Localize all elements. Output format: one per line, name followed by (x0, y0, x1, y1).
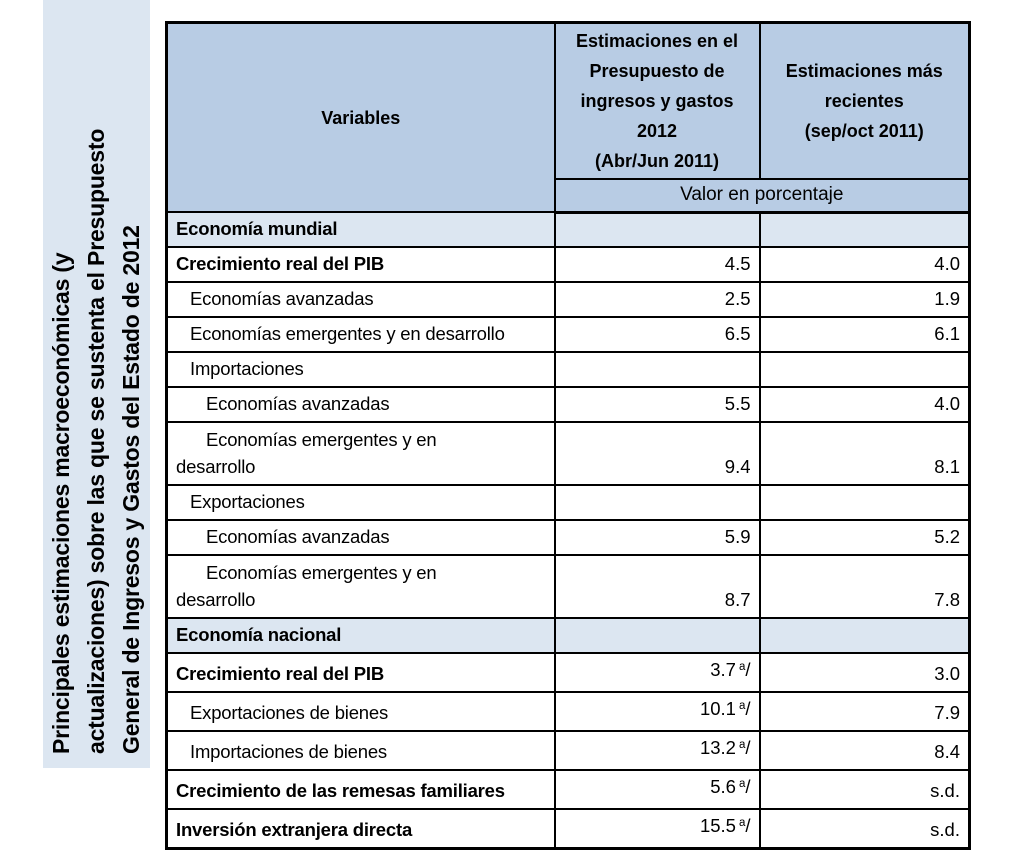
table-row (167, 618, 970, 653)
table-row (167, 770, 970, 809)
table-row (167, 317, 970, 352)
variable-cell (167, 618, 555, 653)
variable-cell (167, 731, 555, 770)
table-row (167, 352, 970, 387)
row-label: Crecimiento real del PIB (176, 253, 385, 274)
budget-value-cell (555, 387, 760, 422)
row-label: Economías avanzadas (206, 393, 390, 414)
budget-value: 5.6 (710, 776, 736, 797)
recent-value: 6.1 (934, 323, 960, 344)
budget-value: 3.7 (710, 659, 736, 680)
row-label: Economías emergentes y en (206, 429, 437, 450)
budget-value-cell (555, 212, 760, 247)
slide-title (43, 0, 150, 768)
budget-value-cell (555, 692, 760, 731)
variable-cell (167, 809, 555, 849)
row-label: Importaciones de bienes (190, 741, 387, 762)
variable-cell (167, 317, 555, 352)
recent-value: 5.2 (934, 526, 960, 547)
table-row (167, 422, 970, 485)
budget-value-cell (555, 352, 760, 387)
table-body (167, 212, 970, 849)
recent-value: s.d. (930, 819, 960, 840)
footnote-slash: / (745, 698, 751, 719)
recent-estimates-header (760, 23, 970, 180)
footnote-slash: / (745, 659, 751, 680)
header-row (167, 23, 970, 180)
budget-value-cell (555, 485, 760, 520)
footnote-slash: / (745, 737, 751, 758)
variable-cell (167, 282, 555, 317)
footnote-slash: / (745, 776, 751, 797)
table-row (167, 692, 970, 731)
table-row (167, 555, 970, 618)
budget-value: 10.1 (699, 698, 736, 719)
row-label: Inversión extranjera directa (176, 819, 413, 840)
table-row (167, 809, 970, 849)
recent-value-cell (760, 520, 970, 555)
recent-value-cell (760, 247, 970, 282)
recent-value-cell (760, 653, 970, 692)
footnote-marker: a (738, 817, 746, 829)
recent-estimates-title: Estimaciones más recientes (785, 61, 943, 111)
budget-value: 9.4 (724, 456, 751, 477)
budget-value-cell (555, 555, 760, 618)
footnote-marker: a (738, 661, 746, 673)
row-label-continued: desarrollo (176, 456, 256, 477)
budget-value: 6.5 (724, 323, 751, 344)
budget-value-cell (555, 809, 760, 849)
budget-estimates-subtitle: (Abr/Jun 2011) (594, 151, 720, 171)
table-row (167, 520, 970, 555)
recent-value-cell (760, 282, 970, 317)
table-row (167, 247, 970, 282)
recent-value-cell (760, 731, 970, 770)
variable-cell (167, 692, 555, 731)
recent-value-cell (760, 212, 970, 247)
row-label: Exportaciones de bienes (190, 702, 389, 723)
budget-value: 2.5 (724, 288, 751, 309)
row-label-continued: desarrollo (176, 589, 256, 610)
row-label: Exportaciones (190, 491, 305, 512)
recent-value: 1.9 (934, 288, 960, 309)
recent-estimates-subtitle: (sep/oct 2011) (804, 121, 924, 141)
budget-value-cell (555, 422, 760, 485)
row-label: Crecimiento de las remesas familiares (176, 780, 505, 801)
variable-cell (167, 770, 555, 809)
row-label: Economías avanzadas (206, 526, 390, 547)
budget-estimates-title: Estimaciones en el Presupuesto de ingresos y gastos 2012 (575, 31, 739, 141)
budget-value: 8.7 (724, 589, 751, 610)
recent-value-cell (760, 387, 970, 422)
budget-value: 4.5 (724, 253, 751, 274)
row-label: Economías emergentes y en desarrollo (190, 323, 505, 344)
variable-cell (167, 387, 555, 422)
budget-value-cell (555, 317, 760, 352)
table-row (167, 212, 970, 247)
recent-value-cell (760, 317, 970, 352)
budget-value: 5.5 (724, 393, 751, 414)
estimates-table (165, 21, 971, 850)
recent-value: 4.0 (934, 253, 960, 274)
footnote-marker: a (738, 700, 746, 712)
variable-cell (167, 485, 555, 520)
recent-value-cell (760, 555, 970, 618)
table-header (167, 23, 970, 213)
table-row (167, 653, 970, 692)
variable-cell (167, 555, 555, 618)
variable-cell (167, 422, 555, 485)
recent-value-cell (760, 422, 970, 485)
recent-value-cell (760, 485, 970, 520)
estimates-table-container (165, 21, 971, 850)
budget-value-cell (555, 520, 760, 555)
budget-value: 5.9 (724, 526, 751, 547)
budget-value-cell (555, 731, 760, 770)
budget-estimates-header (555, 23, 760, 180)
row-label: Economía mundial (176, 218, 338, 239)
recent-value-cell (760, 692, 970, 731)
row-label: Crecimiento real del PIB (176, 663, 385, 684)
value-unit-subheader: Valor en porcentaje (555, 179, 970, 212)
variable-cell (167, 352, 555, 387)
slide-title-line-1: Principales estimaciones macroeconómicas (y (48, 252, 74, 754)
budget-value: 13.2 (699, 737, 736, 758)
recent-value: 4.0 (934, 393, 960, 414)
budget-value: 15.5 (699, 815, 736, 836)
recent-value-cell (760, 352, 970, 387)
budget-value-cell (555, 653, 760, 692)
table-row (167, 387, 970, 422)
table-row (167, 731, 970, 770)
recent-value-cell (760, 618, 970, 653)
slide-title-line-3: General de Ingresos y Gastos del Estado de 2012 (118, 225, 144, 754)
variable-cell (167, 520, 555, 555)
budget-value-cell (555, 247, 760, 282)
variable-cell (167, 247, 555, 282)
footnote-marker: a (738, 739, 746, 751)
table-row (167, 282, 970, 317)
budget-value-cell (555, 618, 760, 653)
slide-title-line-2: actualizaciones) sobre las que se sustenta el Presupuesto (83, 128, 109, 754)
variable-cell (167, 212, 555, 247)
recent-value-cell (760, 809, 970, 849)
variable-cell (167, 653, 555, 692)
budget-value-cell (555, 770, 760, 809)
row-label: Economía nacional (176, 624, 342, 645)
variables-header: Variables (167, 23, 555, 213)
footnote-marker: a (738, 778, 746, 790)
recent-value: s.d. (930, 780, 960, 801)
recent-value: 7.8 (934, 589, 960, 610)
recent-value: 7.9 (934, 702, 960, 723)
recent-value: 8.1 (934, 456, 960, 477)
row-label: Economías avanzadas (190, 288, 374, 309)
table-row (167, 485, 970, 520)
row-label: Importaciones (190, 358, 304, 379)
budget-value-cell (555, 282, 760, 317)
recent-value-cell (760, 770, 970, 809)
footnote-slash: / (745, 815, 751, 836)
recent-value: 3.0 (934, 663, 960, 684)
recent-value: 8.4 (934, 741, 960, 762)
row-label: Economías emergentes y en (206, 562, 437, 583)
